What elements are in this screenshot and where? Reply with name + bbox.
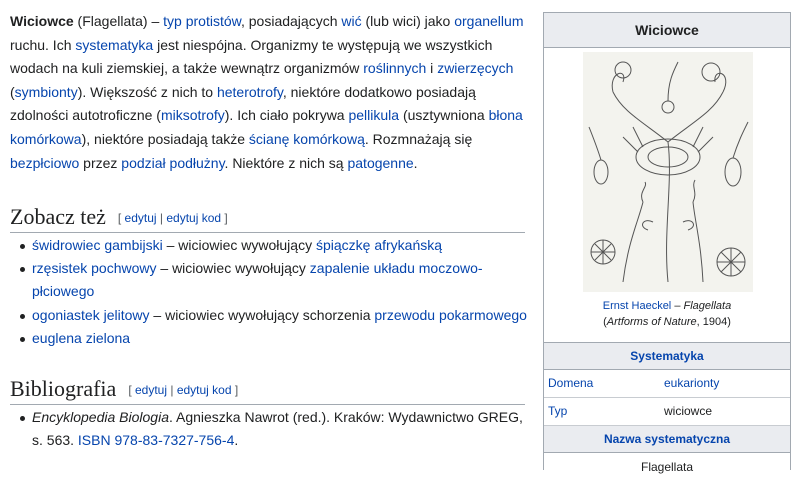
- see-also-list: [20, 234, 530, 350]
- taxonomy-rank-link[interactable]: Domena: [548, 376, 594, 390]
- inline-link[interactable]: wić: [341, 13, 362, 29]
- caption-book: Artforms of Nature: [606, 316, 697, 328]
- inline-link[interactable]: rzęsistek pochwowy: [32, 260, 157, 277]
- inline-link[interactable]: patogenne: [347, 154, 414, 171]
- inline-link[interactable]: zapalenie układu moczowo-płciowego: [32, 260, 483, 300]
- infobox: [543, 12, 791, 474]
- edit-section-links: [118, 211, 228, 225]
- text-run: – wiciowiec wywołujący: [156, 260, 310, 277]
- inline-link[interactable]: miksotrofy: [160, 107, 225, 124]
- bold-term: Wiciowce: [10, 13, 74, 29]
- caption-work: Flagellata: [683, 300, 732, 312]
- systematics-header-label: Systematyka: [630, 349, 704, 363]
- author-link[interactable]: Ernst Haeckel: [602, 300, 672, 312]
- caption-dash: –: [671, 300, 684, 312]
- caption-year: , 1904): [696, 316, 731, 328]
- edit-code-link[interactable]: edytuj kod: [176, 383, 232, 397]
- italic-text: Encyklopedia Biologia: [32, 409, 169, 425]
- taxonomy-row: [544, 370, 790, 398]
- inline-link[interactable]: przewodu pokarmowego: [374, 306, 527, 323]
- inline-link[interactable]: pellikula: [348, 107, 400, 124]
- scientific-name-value: Flagellata: [544, 453, 790, 481]
- bibliography-list: [20, 406, 530, 452]
- image-caption: [544, 298, 790, 330]
- text-run: . Niektóre z nich są: [224, 154, 348, 171]
- edit-link[interactable]: edytuj: [134, 383, 168, 397]
- inline-link[interactable]: bezpłciowo: [10, 154, 80, 171]
- inline-link[interactable]: systematyka: [75, 36, 154, 53]
- text-run: , niektóre dodatkowo posiadają zdolności autotroficzne (: [10, 83, 476, 124]
- edit-link[interactable]: edytuj: [124, 211, 157, 225]
- text-run: ). Ich ciało pokrywa: [224, 107, 349, 124]
- inline-link[interactable]: błona komórkowa: [10, 107, 523, 147]
- text-run: – wiciowiec wywołujący schorzenia: [149, 306, 375, 323]
- list-item: [20, 304, 530, 327]
- text-run: , posiadających: [240, 13, 342, 29]
- section-title: Bibliografia: [10, 376, 117, 401]
- text-run: .: [234, 432, 239, 449]
- inline-link[interactable]: zwierzęcych: [437, 60, 514, 77]
- edit-code-link[interactable]: edytuj kod: [166, 211, 222, 225]
- list-item: [20, 234, 530, 257]
- section-title: Zobacz też: [10, 204, 106, 229]
- text-run: przez: [79, 154, 122, 171]
- section-heading-see-also: [10, 204, 525, 233]
- text-run: ), niektóre posiadają także: [81, 130, 249, 147]
- text-run: (Flagellata) –: [73, 13, 164, 29]
- caption-paren: (: [603, 316, 607, 328]
- inline-link[interactable]: ścianę komórkową: [248, 130, 365, 147]
- infobox-image-cell: [544, 48, 790, 343]
- inline-link[interactable]: organellum: [454, 13, 524, 29]
- inline-link[interactable]: euglena zielona: [32, 329, 131, 346]
- inline-link[interactable]: podział podłużny: [121, 154, 225, 171]
- text-run: – wiciowiec wywołujący: [162, 237, 316, 253]
- text-run: . Rozmnażają się: [364, 130, 473, 147]
- text-run: (: [10, 83, 15, 100]
- intro-paragraph: [10, 10, 530, 175]
- inline-link[interactable]: ISBN 978-83-7327-756-4: [77, 432, 235, 449]
- inline-link[interactable]: roślinnych: [363, 60, 427, 77]
- bracket-close: ]: [231, 383, 239, 397]
- scientific-name-header[interactable]: [544, 426, 790, 453]
- bibliography-item: [20, 406, 530, 452]
- bracket-close: ]: [221, 211, 228, 225]
- text-run: . Agnieszka Nawrot (red.). Kraków: Wydawnictwo GREG, s. 563.: [32, 409, 523, 449]
- section-heading-bibliography: [10, 376, 525, 405]
- taxonomy-value: wiciowce: [664, 404, 713, 418]
- separator: |: [167, 383, 177, 397]
- inline-link[interactable]: ogoniastek jelitowy: [32, 306, 150, 323]
- text-run: ). Większość z nich to: [77, 83, 217, 100]
- flagellata-drawing-icon: [583, 52, 753, 292]
- separator: |: [156, 211, 167, 225]
- scientific-name-header-label: Nazwa systematyczna: [603, 432, 731, 446]
- edit-section-links: [128, 383, 238, 397]
- list-item: [20, 257, 530, 303]
- haeckel-illustration[interactable]: [583, 52, 753, 292]
- text-run: (usztywniona: [399, 107, 489, 124]
- systematics-header[interactable]: [544, 343, 790, 370]
- taxonomy-rank-link[interactable]: Typ: [548, 404, 568, 418]
- inline-link[interactable]: symbionty: [14, 83, 78, 100]
- text-run: ruchu. Ich: [10, 36, 76, 53]
- text-run: jest niespójna. Organizmy te występują we wszystkich wodach na kuli ziemskiej, a także wewnątrz organizmów: [10, 36, 493, 77]
- inline-link[interactable]: świdrowiec gambijski: [32, 237, 163, 253]
- systematics-rows: [544, 370, 790, 426]
- text-run: .: [413, 154, 418, 171]
- text-run: i: [426, 60, 438, 77]
- list-item: [20, 327, 530, 350]
- bracket-open: [: [117, 211, 125, 225]
- inline-link[interactable]: typ protistów: [163, 13, 241, 29]
- infobox-title: Wiciowce: [544, 13, 790, 48]
- inline-link[interactable]: heterotrofy: [216, 83, 283, 100]
- bracket-open: [: [128, 383, 135, 397]
- inline-link[interactable]: śpiączkę afrykańską: [315, 237, 443, 253]
- text-run: (lub wici) jako: [361, 13, 455, 29]
- taxonomy-row: [544, 398, 790, 426]
- taxonomy-value[interactable]: eukarionty: [664, 376, 720, 390]
- article-content: [10, 10, 530, 449]
